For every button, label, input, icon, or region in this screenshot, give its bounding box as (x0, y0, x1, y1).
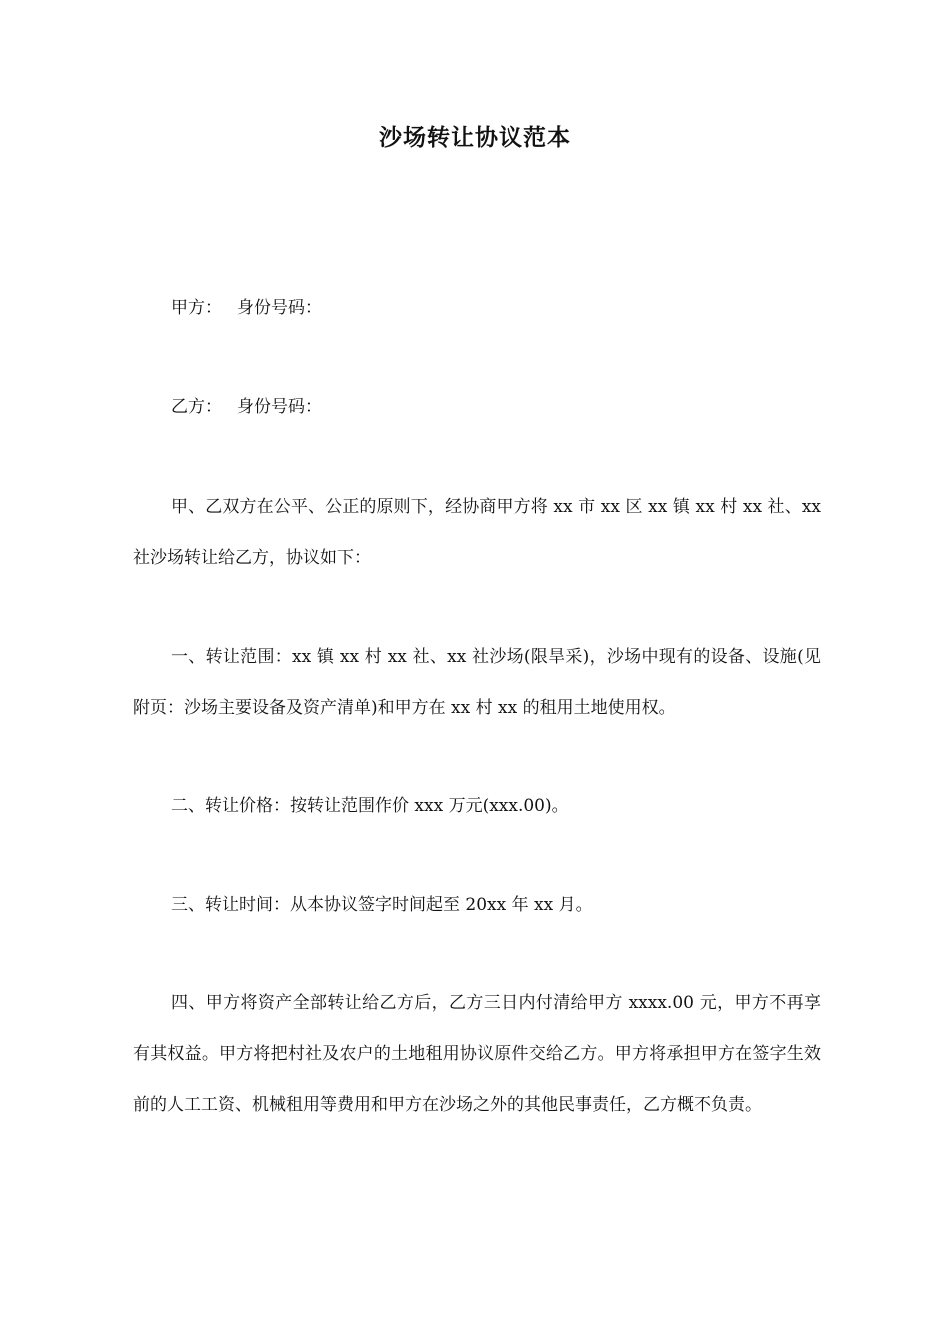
party-b-id-label: 身份号码： (237, 397, 322, 417)
document-title: 沙场转让协议范本 (379, 125, 571, 151)
intro-paragraph: 甲、乙双方在公平、公正的原则下，经协商甲方将 xx 市 xx 区 xx 镇 xx 村 xx 社、xx 社沙场转让给乙方，协议如下： (133, 497, 821, 568)
clause-4: 四、甲方将资产全部转让给乙方后，乙方三日内付清给甲方 xxxx.00 元，甲方不再享有其权益。甲方将把村社及农户的土地租用协议原件交给乙方。甲方将承担甲方在签字生效前的人工工资、机械租用等费用和甲方在沙场之外的其他民事责任，乙方概不负责。 (133, 993, 821, 1115)
party-a-line (171, 293, 322, 323)
clause-2: 二、转让价格：按转让范围作价 xxx 万元(xxx.00)。 (171, 796, 569, 816)
party-b-label: 乙方： (171, 397, 222, 417)
party-a-label: 甲方： (171, 298, 222, 318)
party-b-line (171, 392, 322, 422)
clause-3: 三、转让时间：从本协议签字时间起至 20xx 年 xx 月。 (171, 895, 593, 915)
party-a-id-label: 身份号码： (237, 298, 322, 318)
clause-1: 一、转让范围：xx 镇 xx 村 xx 社、xx 社沙场(限旱采)，沙场中现有的设备、设施(见附页：沙场主要设备及资产清单)和甲方在 xx 村 xx 的租用土地使用权。 (133, 647, 821, 718)
